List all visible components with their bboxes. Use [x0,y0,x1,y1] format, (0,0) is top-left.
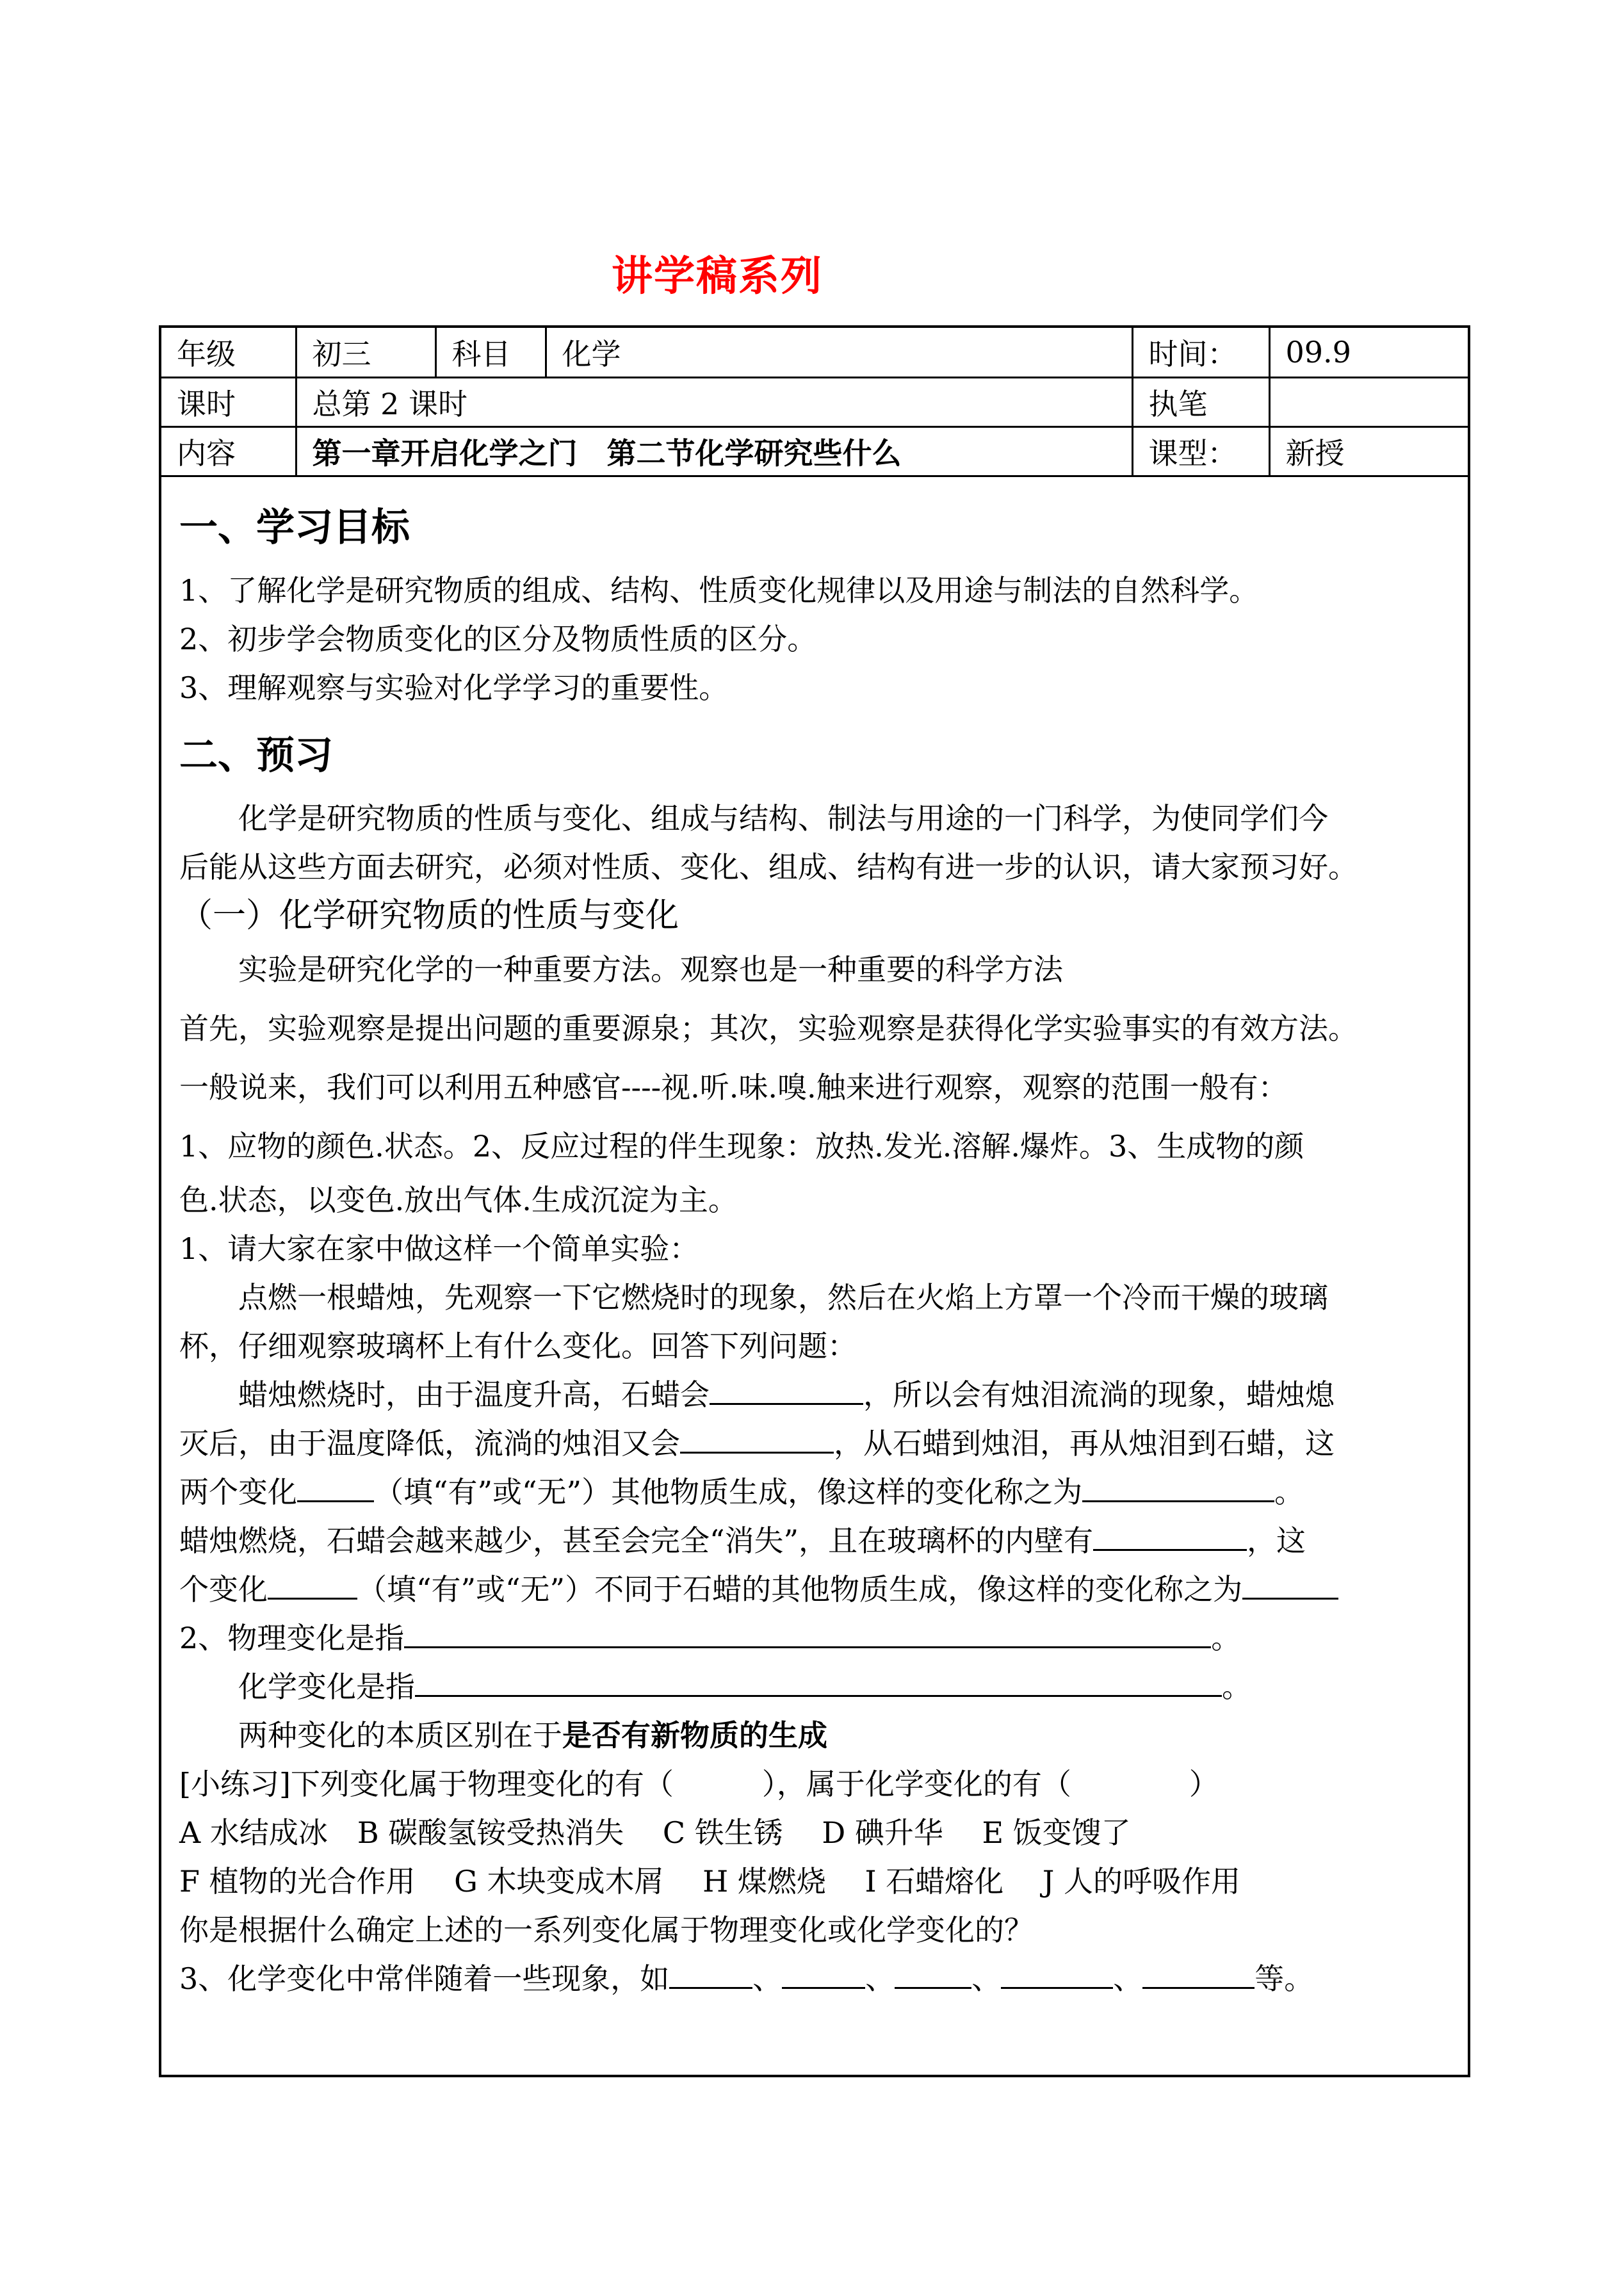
page-title: 讲学稿系列 [612,252,823,300]
grade-value: 初三 [296,328,435,377]
text-span: （填“有”或“无”）不同于石蜡的其他物质生成，像这样的变化称之为 [357,1572,1243,1607]
content-value: 第一章开启化学之门 第二节化学研究些什么 [296,426,1132,476]
time-value: 09.9 [1269,328,1468,377]
text-span: 化学变化是指 [238,1669,415,1704]
goal-item: 2、初步学会物质变化的区分及物质性质的区分。 [179,622,817,656]
text-span: 。 [1274,1475,1304,1509]
type-label: 课型： [1132,426,1269,476]
answer-blank[interactable] [268,1572,357,1600]
goal-item: 3、理解观察与实验对化学学习的重要性。 [179,670,729,705]
text-span: ，从石蜡到烛泪，再从烛泪到石蜡，这 [834,1426,1335,1461]
answer-blank[interactable] [415,1669,1222,1697]
fill-line [179,1662,1465,1711]
preview-heading: 二、预习 [179,733,333,778]
intro-line: 化学是研究物质的性质与变化、组成与结构、制法与用途的一门科学，为使同学们今 [238,801,1328,836]
paragraph: 点燃一根蜡烛，先观察一下它燃烧时的现象，然后在火焰上方罩一个冷而干燥的玻璃 [238,1280,1328,1315]
text-span: 个变化 [179,1572,268,1607]
author-value [1269,377,1468,426]
text-span: 蜡烛燃烧，石蜡会越来越少，甚至会完全“消失”，且在玻璃杯的内壁有 [179,1523,1094,1558]
exercise-question: 你是根据什么确定上述的一系列变化属于物理变化或化学变化的？ [179,1913,1034,1947]
subsection-heading: （一）化学研究物质的性质与变化 [179,896,679,935]
text-span: （填“有”或“无”）其他物质生成，像这样的变化称之为 [374,1475,1083,1509]
key-point-emphasis: 是否有新物质的生成 [562,1718,827,1753]
fill-line [179,1516,1465,1565]
answer-blank[interactable] [1001,1961,1113,1989]
answer-blank[interactable] [680,1426,834,1454]
goals-heading: 一、学习目标 [179,505,410,550]
answer-blank[interactable] [1142,1961,1255,1989]
text-span: 两个变化 [179,1475,297,1509]
author-label: 执笔 [1132,377,1269,426]
fill-line [179,1565,1465,1614]
paragraph: 实验是研究化学的一种重要方法。观察也是一种重要的科学方法 [238,952,1063,987]
answer-blank[interactable] [669,1961,752,1989]
answer-blank[interactable] [1082,1475,1274,1502]
key-point [179,1711,1465,1760]
paragraph: 一般说来，我们可以利用五种感官----视.听.味.嗅.触来进行观察，观察的范围一般有： [179,1070,1288,1105]
subject-value: 化学 [546,328,1132,377]
text-span: 灭后，由于温度降低，流淌的烛泪又会 [179,1426,680,1461]
paragraph: 色.状态，以变色.放出气体.生成沉淀为主。 [179,1183,738,1217]
fill-line [179,1468,1465,1516]
text-span: 2、物理变化是指 [179,1621,405,1655]
subject-label: 科目 [435,328,546,377]
type-value: 新授 [1269,426,1468,476]
grade-label: 年级 [161,328,296,377]
answer-blank[interactable] [710,1377,863,1405]
text-span: 两种变化的本质区别在于 [238,1718,562,1753]
sheet-body [161,484,1468,2003]
content-label: 内容 [161,426,296,476]
paragraph: 1、应物的颜色.状态。2、反应过程的伴生现象：放热.发光.溶解.爆炸。3、生成物的颜 [179,1129,1304,1164]
text-span: 、 [1113,1961,1143,1996]
period-label: 课时 [161,377,296,426]
header-row-3 [161,426,1468,476]
text-span: ，所以会有烛泪流淌的现象，蜡烛熄 [863,1377,1335,1412]
fill-line [179,1614,1465,1662]
exercise-options: F 植物的光合作用 G 木块变成木屑 H 煤燃烧 I 石蜡熔化 J 人的呼吸作用 [179,1864,1240,1899]
question-title: 1、请大家在家中做这样一个简单实验： [179,1231,699,1266]
text-span: ，这 [1247,1523,1306,1558]
text-span: 等。 [1255,1961,1314,1996]
fill-line [179,1954,1465,2003]
answer-blank[interactable] [404,1621,1211,1648]
fill-line [179,1370,1465,1419]
text-span: 。 [1222,1669,1251,1704]
intro-line: 后能从这些方面去研究，必须对性质、变化、组成、结构有进一步的认识，请大家预习好。 [179,850,1358,884]
text-span: 、 [865,1961,895,1996]
paragraph: 杯，仔细观察玻璃杯上有什么变化。回答下列问题： [179,1329,857,1363]
exercise-options: A 水结成冰 B 碳酸氢铵受热消失 C 铁生锈 D 碘升华 E 饭变馊了 [179,1815,1131,1850]
exercise-prompt: [小练习]下列变化属于物理变化的有（ ），属于化学变化的有（ ） [179,1767,1219,1801]
header-row-2 [161,377,1468,426]
paragraph: 首先，实验观察是提出问题的重要源泉；其次，实验观察是获得化学实验事实的有效方法。 [179,1011,1358,1046]
answer-blank[interactable] [895,1961,971,1989]
lesson-sheet [159,325,1470,2077]
answer-blank[interactable] [1242,1572,1338,1600]
time-label: 时间： [1132,328,1269,377]
answer-blank[interactable] [782,1961,865,1989]
text-span: 、 [752,1961,783,1996]
header-row-1 [161,328,1468,377]
text-span: 、 [971,1961,1002,1996]
answer-blank[interactable] [297,1475,374,1502]
answer-blank[interactable] [1093,1523,1247,1551]
period-value: 总第 2 课时 [296,377,1132,426]
fill-line [179,1419,1465,1468]
text-span: 。 [1211,1621,1241,1655]
header-table [161,328,1468,477]
goal-item: 1、了解化学是研究物质的组成、结构、性质变化规律以及用途与制法的自然科学。 [179,573,1259,608]
text-span: 蜡烛燃烧时，由于温度升高，石蜡会 [238,1377,710,1412]
text-span: 3、化学变化中常伴随着一些现象，如 [179,1961,670,1996]
